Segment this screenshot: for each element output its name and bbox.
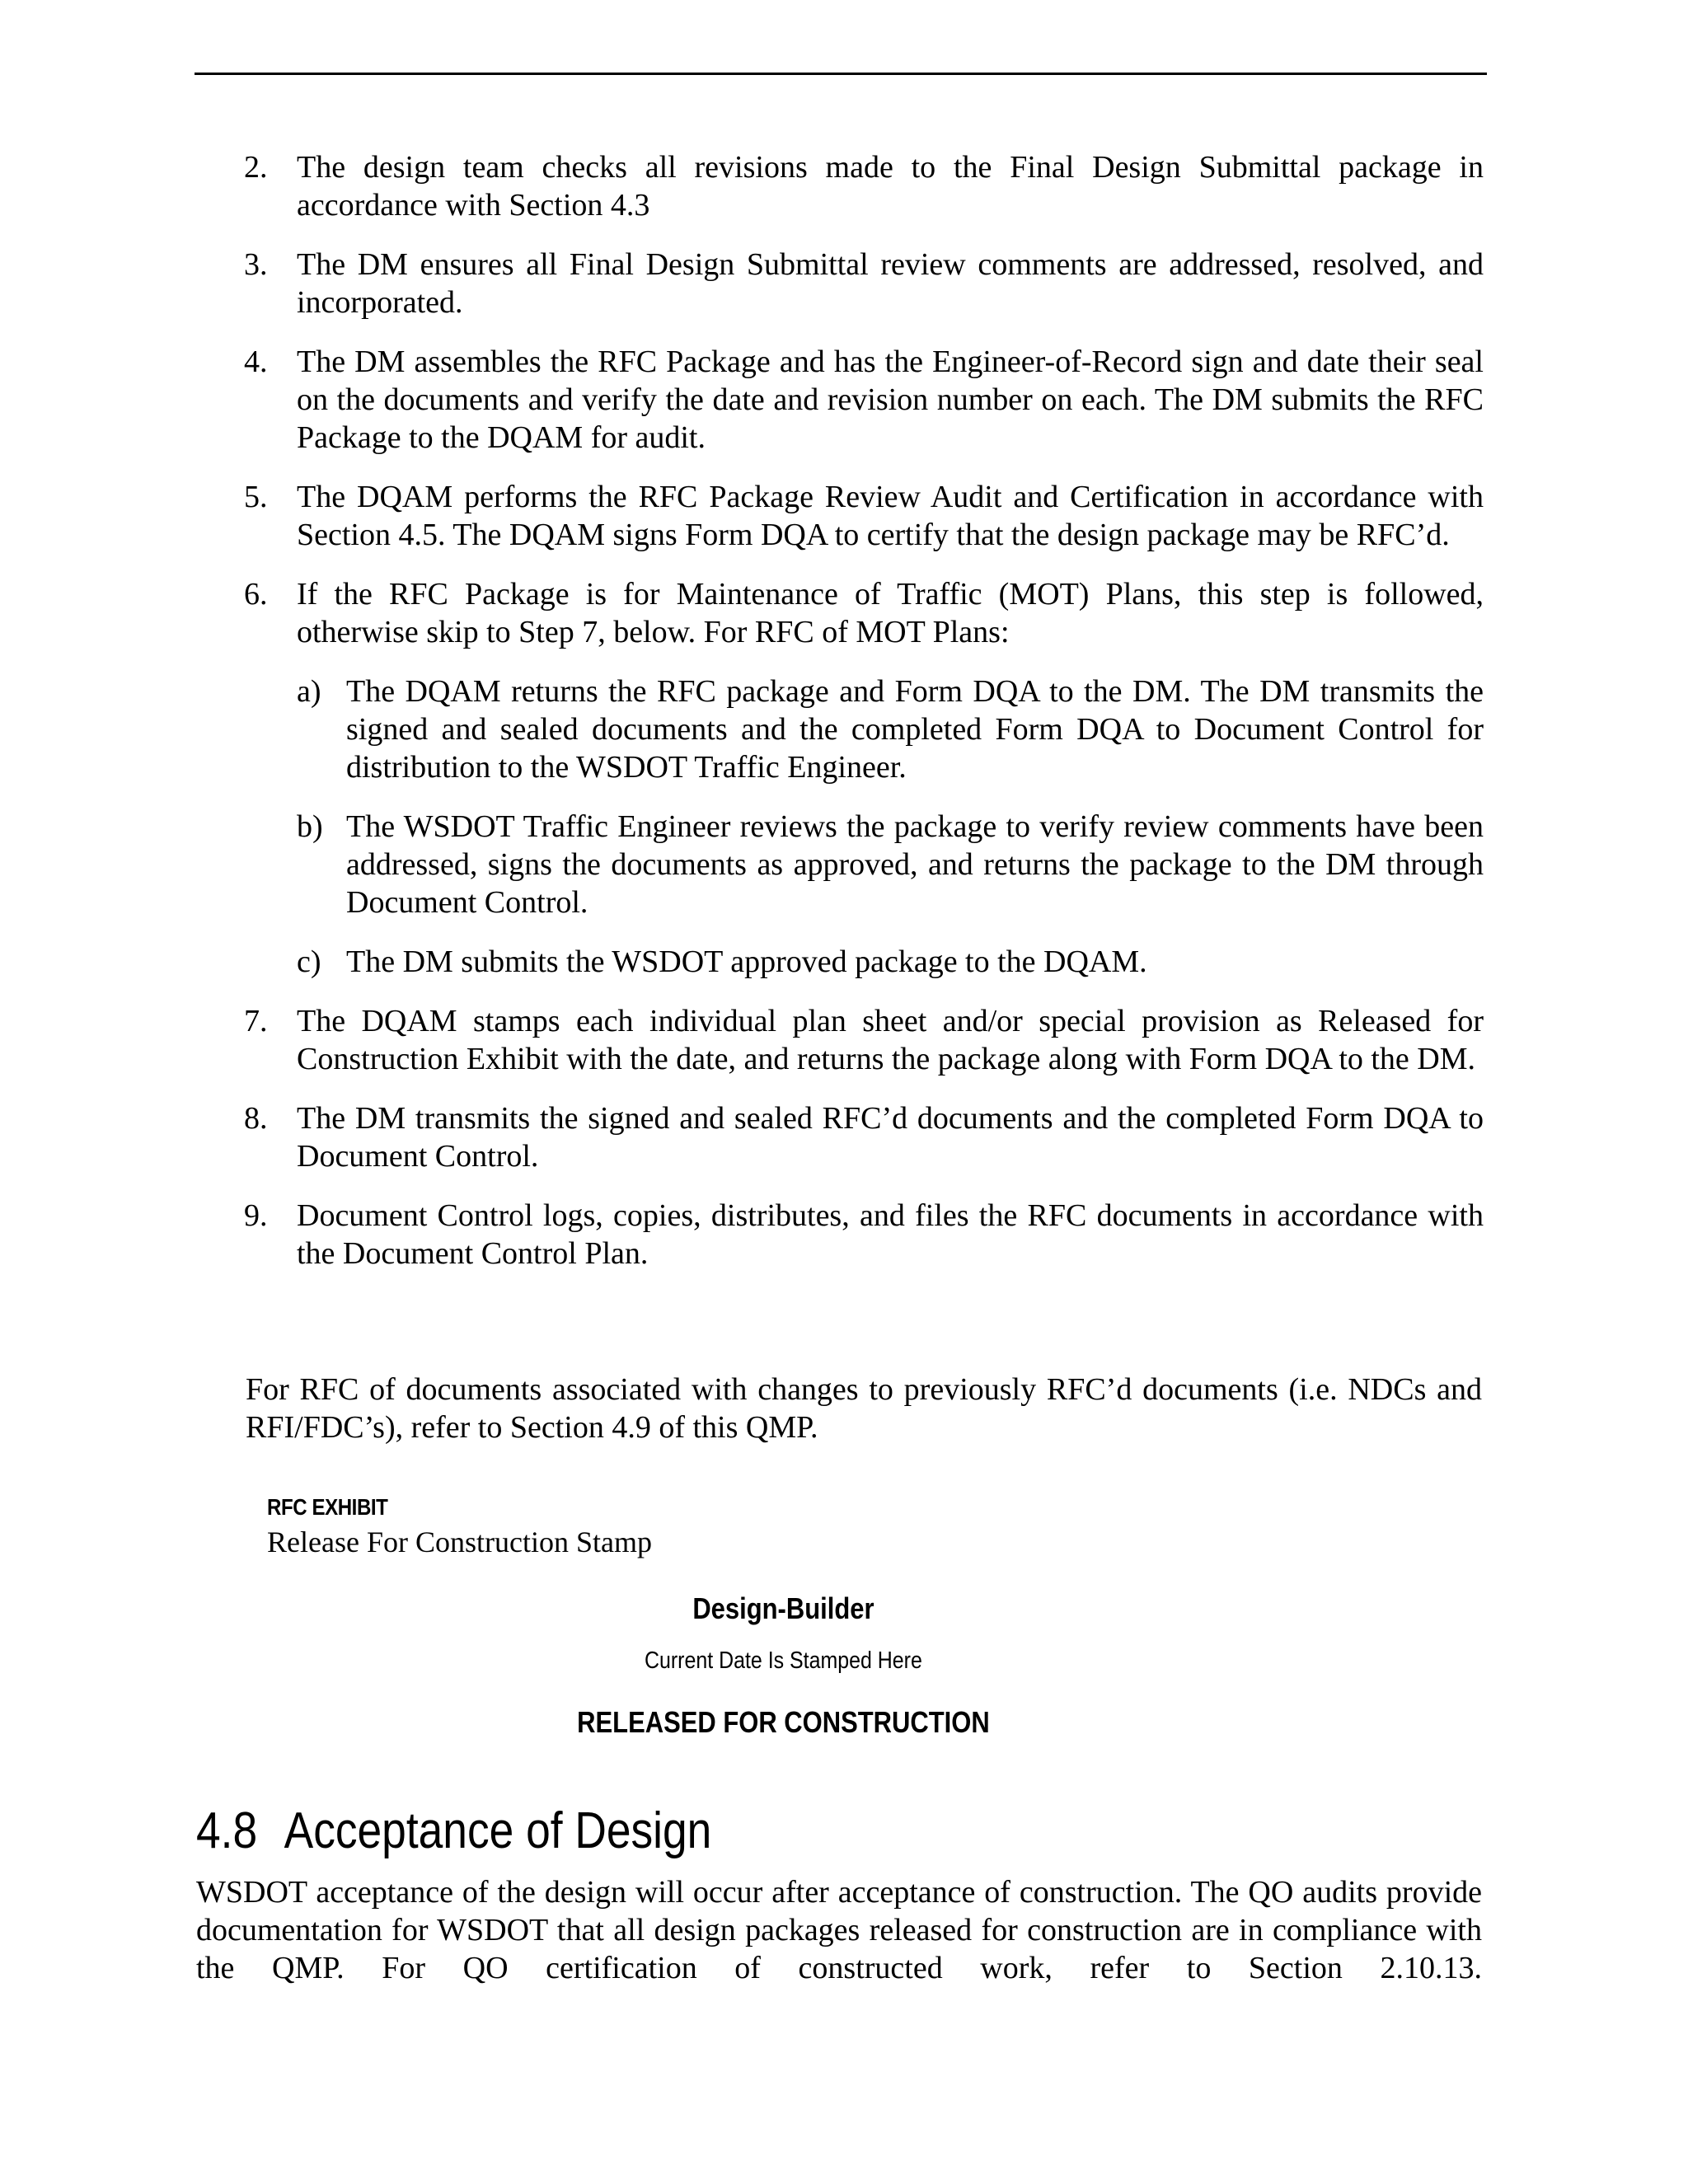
list-item-text: The DM assembles the RFC Package and has the Engineer-of-Record sign and date their seal on the documents and verify the date and revision number on each. The DM submits the RFC Package to the DQAM for audit. [297, 344, 1484, 455]
list-item-text: The DQAM stamps each individual plan sheet and/or special provision as Released for Construction Exhibit with the date, and returns the package along with Form DQA to the DM. [297, 1004, 1484, 1076]
rfc-changes-paragraph: For RFC of documents associated with changes to previously RFC’d documents (i.e. NDCs and RFI/FDC’s), refer to Section 4.9 of this QMP. [246, 1372, 1482, 1445]
exhibit-label: RFC EXHIBIT [267, 1494, 388, 1520]
list-item [244, 575, 1484, 981]
sub-list-item [297, 808, 1484, 921]
stamp-design-builder: Design-Builder [692, 1591, 874, 1625]
list-item [244, 148, 1484, 224]
list-item-text: The DQAM performs the RFC Package Review Audit and Certification in accordance with Section 4.5. The DQAM signs Form DQA to certify that the design package may be RFC’d. [297, 480, 1484, 552]
list-item [244, 478, 1484, 554]
list-item-number: 4. [244, 344, 268, 379]
list-item [244, 1002, 1484, 1078]
list-item-number: 2. [244, 150, 268, 185]
sub-list-item-text: The DQAM returns the RFC package and Form DQA to the DM. The DM transmits the signed and sealed documents and the completed Form DQA to Document Control for distribution to the WSDOT Traffic Engineer. [346, 674, 1484, 785]
list-item-number: 6. [244, 577, 268, 612]
sub-list-item-text: The DM submits the WSDOT approved package to the DQAM. [346, 944, 1147, 979]
sub-list-item-text: The WSDOT Traffic Engineer reviews the package to verify review comments have been addressed, signs the documents as approved, and returns the package to the DM through Document Control. [346, 809, 1484, 920]
list-item-text: Document Control logs, copies, distributes, and files the RFC documents in accordance with the Document Control Plan. [297, 1198, 1484, 1271]
procedure-steps-list [244, 148, 1484, 1294]
sub-list-item-letter: b) [297, 809, 323, 844]
list-item [244, 1099, 1484, 1175]
list-item [244, 1197, 1484, 1272]
sub-list-item-letter: a) [297, 674, 321, 709]
header-rule [195, 73, 1487, 75]
list-item-number: 5. [244, 480, 268, 514]
list-item-number: 9. [244, 1198, 268, 1233]
list-item [244, 246, 1484, 321]
list-item-text: The DM transmits the signed and sealed RFC’d documents and the completed Form DQA to Document Control. [297, 1101, 1484, 1174]
list-item-text: If the RFC Package is for Maintenance of Traffic (MOT) Plans, this step is followed, otherwise skip to Step 7, below. For RFC of MOT Plans: [297, 577, 1484, 649]
exhibit-caption: Release For Construction Stamp [267, 1526, 652, 1558]
section-title: Acceptance of Design [284, 1802, 712, 1859]
list-item-text: The design team checks all revisions made to the Final Design Submittal package in accordance with Section 4.3 [297, 150, 1484, 223]
stamp-released-text: RELEASED FOR CONSTRUCTION [577, 1705, 990, 1739]
stamp-date-note: Current Date Is Stamped Here [644, 1647, 922, 1674]
list-item-text: The DM ensures all Final Design Submittal review comments are addressed, resolved, and incorporated. [297, 247, 1484, 320]
list-item-number: 8. [244, 1101, 268, 1136]
list-item-number: 3. [244, 247, 268, 282]
mot-substeps-list [297, 673, 1484, 981]
list-item-number: 7. [244, 1004, 268, 1038]
section-heading [196, 1802, 711, 1861]
sub-list-item-letter: c) [297, 944, 321, 979]
section-number: 4.8 [196, 1802, 258, 1859]
list-item [244, 343, 1484, 457]
sub-list-item [297, 673, 1484, 786]
sub-list-item [297, 943, 1484, 981]
acceptance-paragraph: WSDOT acceptance of the design will occur after acceptance of construction. The QO audits provide documentation for WSDOT that all design packages released for construction are in compliance with the QMP. For QO certification of constructed work, refer to Section 2.10.13. [196, 1875, 1482, 1985]
